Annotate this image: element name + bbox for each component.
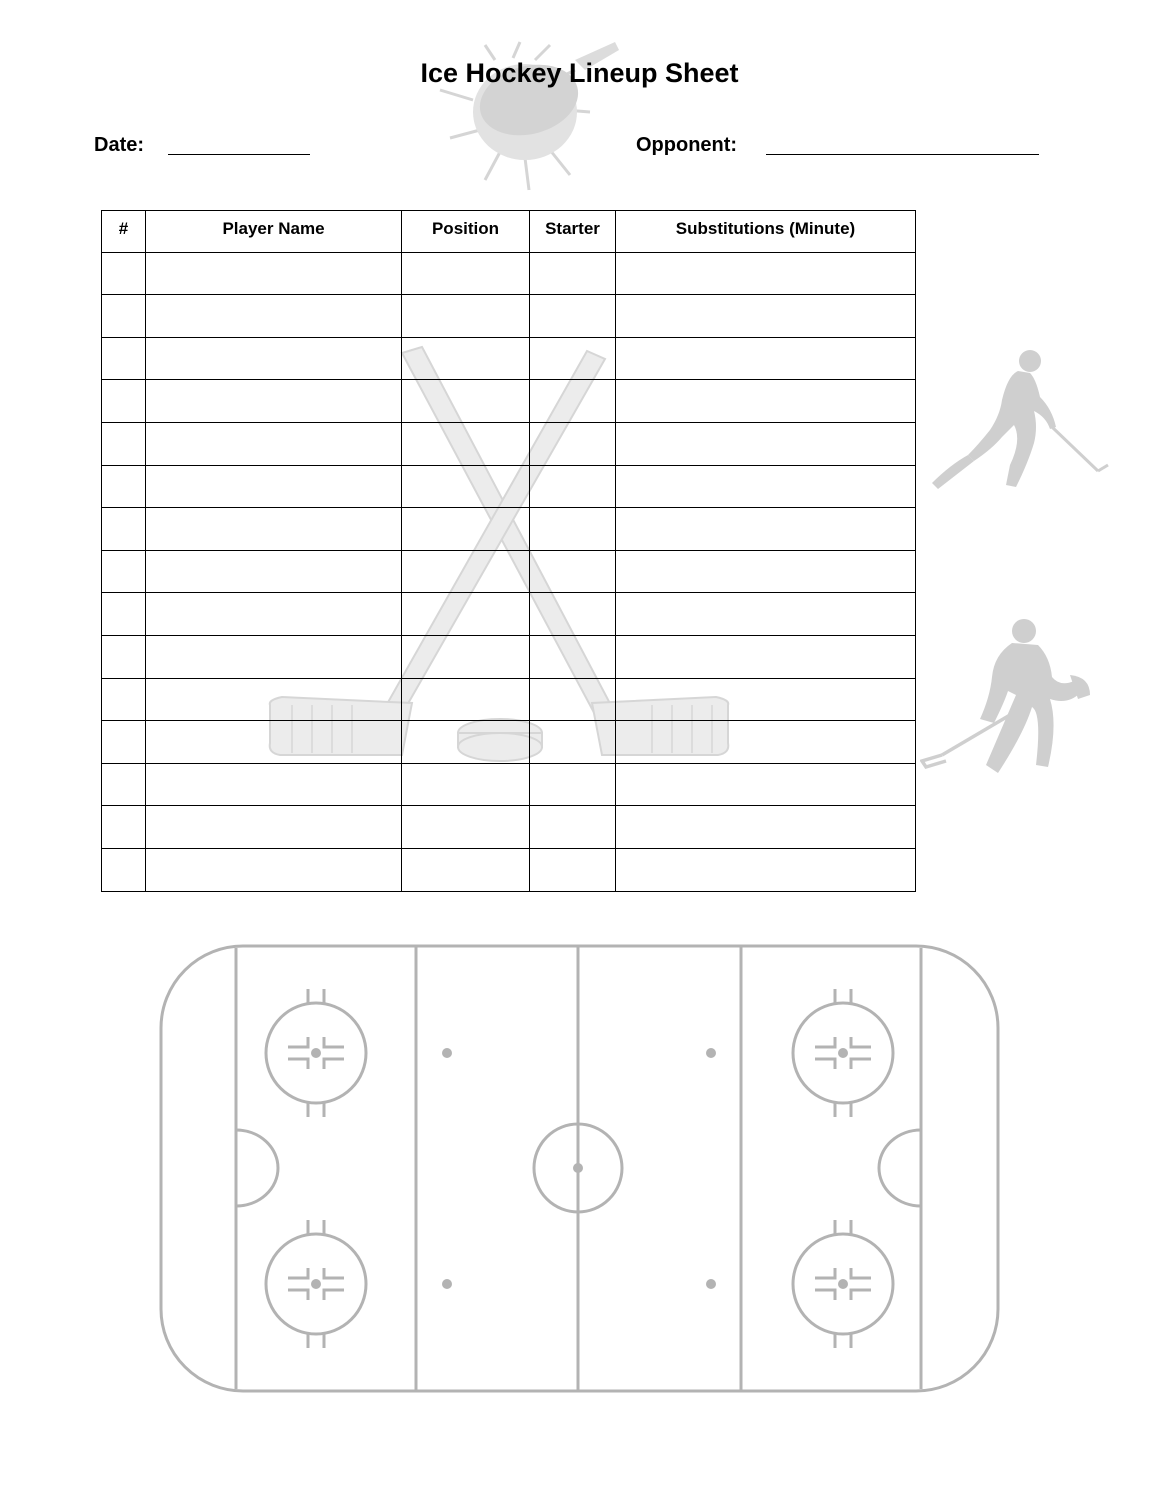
cell-position[interactable] bbox=[402, 806, 530, 849]
cell-position[interactable] bbox=[402, 337, 530, 380]
cell-number[interactable] bbox=[102, 465, 146, 508]
hockey-player-shooting-icon bbox=[920, 615, 1100, 785]
cell-number[interactable] bbox=[102, 337, 146, 380]
cell-player-name[interactable] bbox=[146, 635, 402, 678]
date-field[interactable] bbox=[168, 154, 310, 155]
cell-position[interactable] bbox=[402, 635, 530, 678]
cell-substitutions[interactable] bbox=[616, 422, 916, 465]
page-title: Ice Hockey Lineup Sheet bbox=[420, 58, 739, 88]
cell-position[interactable] bbox=[402, 508, 530, 551]
table-row bbox=[102, 806, 916, 849]
cell-player-name[interactable] bbox=[146, 806, 402, 849]
cell-substitutions[interactable] bbox=[616, 337, 916, 380]
lineup-table bbox=[101, 210, 916, 892]
cell-position[interactable] bbox=[402, 252, 530, 295]
cell-player-name[interactable] bbox=[146, 508, 402, 551]
table-header-row bbox=[102, 211, 916, 253]
faceoff-circle bbox=[793, 1220, 893, 1348]
cell-position[interactable] bbox=[402, 721, 530, 764]
cell-number[interactable] bbox=[102, 721, 146, 764]
center-faceoff-dot bbox=[573, 1163, 583, 1173]
cell-player-name[interactable] bbox=[146, 422, 402, 465]
cell-position[interactable] bbox=[402, 678, 530, 721]
table-row bbox=[102, 593, 916, 636]
cell-player-name[interactable] bbox=[146, 380, 402, 423]
cell-number[interactable] bbox=[102, 422, 146, 465]
cell-starter[interactable] bbox=[530, 337, 616, 380]
cell-starter[interactable] bbox=[530, 380, 616, 423]
cell-substitutions[interactable] bbox=[616, 252, 916, 295]
neutral-dot bbox=[442, 1279, 452, 1289]
cell-substitutions[interactable] bbox=[616, 550, 916, 593]
table-row bbox=[102, 422, 916, 465]
column-header-position: Position bbox=[402, 211, 530, 253]
cell-position[interactable] bbox=[402, 465, 530, 508]
faceoff-circle bbox=[793, 989, 893, 1117]
cell-starter[interactable] bbox=[530, 550, 616, 593]
table-row bbox=[102, 678, 916, 721]
cell-substitutions[interactable] bbox=[616, 806, 916, 849]
cell-player-name[interactable] bbox=[146, 465, 402, 508]
cell-starter[interactable] bbox=[530, 806, 616, 849]
cell-player-name[interactable] bbox=[146, 550, 402, 593]
cell-starter[interactable] bbox=[530, 422, 616, 465]
hockey-player-skating-icon bbox=[930, 345, 1110, 495]
cell-player-name[interactable] bbox=[146, 721, 402, 764]
table-row bbox=[102, 337, 916, 380]
column-header-player-name: Player Name bbox=[146, 211, 402, 253]
neutral-dot bbox=[442, 1048, 452, 1058]
cell-substitutions[interactable] bbox=[616, 593, 916, 636]
cell-substitutions[interactable] bbox=[616, 678, 916, 721]
cell-position[interactable] bbox=[402, 848, 530, 891]
cell-position[interactable] bbox=[402, 763, 530, 806]
cell-starter[interactable] bbox=[530, 848, 616, 891]
cell-starter[interactable] bbox=[530, 593, 616, 636]
cell-number[interactable] bbox=[102, 380, 146, 423]
cell-number[interactable] bbox=[102, 806, 146, 849]
table-row bbox=[102, 295, 916, 338]
cell-number[interactable] bbox=[102, 295, 146, 338]
date-label: Date: bbox=[94, 134, 145, 156]
cell-player-name[interactable] bbox=[146, 295, 402, 338]
cell-number[interactable] bbox=[102, 848, 146, 891]
goal-crease-left bbox=[236, 1130, 278, 1206]
cell-substitutions[interactable] bbox=[616, 465, 916, 508]
cell-substitutions[interactable] bbox=[616, 380, 916, 423]
hockey-rink-diagram bbox=[158, 942, 1003, 1397]
cell-player-name[interactable] bbox=[146, 763, 402, 806]
cell-position[interactable] bbox=[402, 550, 530, 593]
neutral-dot bbox=[706, 1279, 716, 1289]
column-header-starter: Starter bbox=[530, 211, 616, 253]
faceoff-circle bbox=[266, 989, 366, 1117]
table-row bbox=[102, 848, 916, 891]
cell-number[interactable] bbox=[102, 678, 146, 721]
cell-position[interactable] bbox=[402, 593, 530, 636]
lineup-table-body bbox=[102, 252, 916, 891]
column-header-number: # bbox=[102, 211, 146, 253]
table-row bbox=[102, 508, 916, 551]
cell-starter[interactable] bbox=[530, 678, 616, 721]
cell-starter[interactable] bbox=[530, 721, 616, 764]
table-row bbox=[102, 252, 916, 295]
cell-substitutions[interactable] bbox=[616, 635, 916, 678]
table-row bbox=[102, 380, 916, 423]
goal-crease-right bbox=[879, 1130, 921, 1206]
cell-substitutions[interactable] bbox=[616, 848, 916, 891]
table-row bbox=[102, 721, 916, 764]
table-row bbox=[102, 550, 916, 593]
faceoff-circle bbox=[266, 1220, 366, 1348]
cell-substitutions[interactable] bbox=[616, 763, 916, 806]
cell-starter[interactable] bbox=[530, 295, 616, 338]
cell-position[interactable] bbox=[402, 422, 530, 465]
opponent-label: Opponent: bbox=[636, 134, 738, 156]
cell-starter[interactable] bbox=[530, 252, 616, 295]
cell-player-name[interactable] bbox=[146, 678, 402, 721]
opponent-field[interactable] bbox=[766, 154, 1039, 155]
cell-number[interactable] bbox=[102, 252, 146, 295]
cell-number[interactable] bbox=[102, 550, 146, 593]
table-row bbox=[102, 635, 916, 678]
cell-position[interactable] bbox=[402, 380, 530, 423]
cell-player-name[interactable] bbox=[146, 848, 402, 891]
cell-player-name[interactable] bbox=[146, 593, 402, 636]
cell-starter[interactable] bbox=[530, 635, 616, 678]
cell-starter[interactable] bbox=[530, 508, 616, 551]
cell-number[interactable] bbox=[102, 763, 146, 806]
table-row bbox=[102, 465, 916, 508]
cell-starter[interactable] bbox=[530, 465, 616, 508]
cell-player-name[interactable] bbox=[146, 252, 402, 295]
table-row bbox=[102, 763, 916, 806]
neutral-dot bbox=[706, 1048, 716, 1058]
cell-player-name[interactable] bbox=[146, 337, 402, 380]
cell-number[interactable] bbox=[102, 635, 146, 678]
cell-number[interactable] bbox=[102, 593, 146, 636]
cell-substitutions[interactable] bbox=[616, 508, 916, 551]
cell-number[interactable] bbox=[102, 508, 146, 551]
cell-position[interactable] bbox=[402, 295, 530, 338]
cell-starter[interactable] bbox=[530, 763, 616, 806]
column-header-substitutions: Substitutions (Minute) bbox=[616, 211, 916, 253]
cell-substitutions[interactable] bbox=[616, 295, 916, 338]
cell-substitutions[interactable] bbox=[616, 721, 916, 764]
